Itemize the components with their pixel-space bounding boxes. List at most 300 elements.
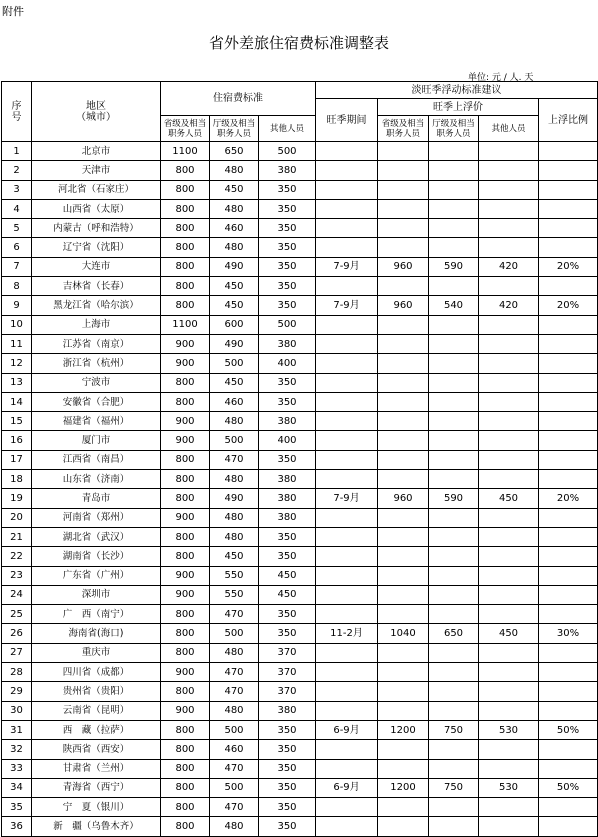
peak-period-cell	[316, 354, 378, 373]
department-cell: 480	[210, 701, 259, 720]
peak-others-cell	[479, 508, 539, 527]
provincial-cell: 1100	[161, 315, 210, 334]
peak-department-cell	[429, 315, 479, 334]
seq-cell: 2	[2, 161, 32, 180]
peak-period-cell	[316, 759, 378, 778]
seq-cell: 6	[2, 238, 32, 257]
seq-cell: 27	[2, 643, 32, 662]
table-row	[2, 161, 598, 180]
peak-department-cell	[429, 527, 479, 546]
peak-provincial-cell: 1200	[378, 720, 429, 739]
peak-department-cell	[429, 740, 479, 759]
provincial-cell: 800	[161, 238, 210, 257]
peak-others-cell	[479, 450, 539, 469]
region-cell: 河南省（郑州）	[32, 508, 161, 527]
peak-others-cell	[479, 219, 539, 238]
up-ratio-cell: 20%	[539, 296, 598, 315]
region-cell: 厦门市	[32, 431, 161, 450]
provincial-cell: 800	[161, 296, 210, 315]
others-cell: 350	[259, 238, 316, 257]
provincial-cell: 900	[161, 412, 210, 431]
seq-cell: 17	[2, 450, 32, 469]
peak-period-cell	[316, 740, 378, 759]
others-cell: 370	[259, 682, 316, 701]
peak-provincial-cell: 1040	[378, 624, 429, 643]
department-cell: 470	[210, 759, 259, 778]
up-ratio-cell	[539, 161, 598, 180]
others-cell: 350	[259, 296, 316, 315]
up-ratio-cell	[539, 219, 598, 238]
peak-department-cell	[429, 277, 479, 296]
seq-cell: 13	[2, 373, 32, 392]
peak-provincial-cell	[378, 142, 429, 161]
provincial-cell: 800	[161, 624, 210, 643]
peak-provincial-cell	[378, 798, 429, 817]
table-row	[2, 798, 598, 817]
seq-cell: 7	[2, 257, 32, 276]
provincial-cell: 900	[161, 508, 210, 527]
provincial-cell: 800	[161, 161, 210, 180]
department-cell: 500	[210, 431, 259, 450]
header-peak-provincial: 省级及相当职务人员	[378, 116, 429, 142]
peak-department-cell: 540	[429, 296, 479, 315]
region-cell: 江苏省（南京）	[32, 334, 161, 353]
region-cell: 宁波市	[32, 373, 161, 392]
table-row	[2, 643, 598, 662]
others-cell: 350	[259, 798, 316, 817]
region-cell: 广东省（广州）	[32, 566, 161, 585]
region-cell: 北京市	[32, 142, 161, 161]
header-peak-up-price: 旺季上浮价	[378, 99, 539, 116]
others-cell: 350	[259, 373, 316, 392]
provincial-cell: 800	[161, 199, 210, 218]
department-cell: 460	[210, 219, 259, 238]
department-cell: 500	[210, 720, 259, 739]
table-row	[2, 508, 598, 527]
peak-department-cell	[429, 142, 479, 161]
table-row	[2, 315, 598, 334]
peak-period-cell	[316, 701, 378, 720]
peak-department-cell: 590	[429, 489, 479, 508]
peak-others-cell	[479, 142, 539, 161]
department-cell: 480	[210, 508, 259, 527]
others-cell: 350	[259, 219, 316, 238]
provincial-cell: 800	[161, 527, 210, 546]
peak-provincial-cell	[378, 315, 429, 334]
peak-others-cell	[479, 354, 539, 373]
peak-others-cell	[479, 161, 539, 180]
up-ratio-cell	[539, 798, 598, 817]
attachment-label: 附件	[2, 5, 24, 18]
peak-provincial-cell	[378, 431, 429, 450]
peak-department-cell	[429, 508, 479, 527]
table-row	[2, 257, 598, 276]
others-cell: 370	[259, 643, 316, 662]
table-row	[2, 759, 598, 778]
department-cell: 550	[210, 566, 259, 585]
table-row	[2, 354, 598, 373]
provincial-cell: 900	[161, 663, 210, 682]
region-cell: 福建省（福州）	[32, 412, 161, 431]
peak-department-cell: 590	[429, 257, 479, 276]
region-cell: 内蒙古（呼和浩特）	[32, 219, 161, 238]
region-cell: 湖南省（长沙）	[32, 547, 161, 566]
department-cell: 480	[210, 238, 259, 257]
region-cell: 西 藏（拉萨）	[32, 720, 161, 739]
seq-cell: 21	[2, 527, 32, 546]
seq-cell: 9	[2, 296, 32, 315]
peak-others-cell	[479, 682, 539, 701]
provincial-cell: 800	[161, 219, 210, 238]
region-cell: 河北省（石家庄）	[32, 180, 161, 199]
seq-cell: 18	[2, 470, 32, 489]
up-ratio-cell	[539, 701, 598, 720]
peak-department-cell	[429, 373, 479, 392]
peak-provincial-cell	[378, 412, 429, 431]
peak-provincial-cell	[378, 682, 429, 701]
others-cell: 500	[259, 142, 316, 161]
department-cell: 600	[210, 315, 259, 334]
others-cell: 380	[259, 161, 316, 180]
others-cell: 370	[259, 663, 316, 682]
header-up-ratio: 上浮比例	[539, 99, 598, 142]
peak-provincial-cell	[378, 566, 429, 585]
peak-provincial-cell	[378, 373, 429, 392]
peak-others-cell: 530	[479, 778, 539, 797]
table-row	[2, 605, 598, 624]
peak-period-cell	[316, 508, 378, 527]
peak-provincial-cell	[378, 508, 429, 527]
peak-department-cell	[429, 470, 479, 489]
region-cell: 宁 夏（银川）	[32, 798, 161, 817]
peak-department-cell	[429, 354, 479, 373]
peak-others-cell	[479, 585, 539, 604]
header-seasonal: 淡旺季浮动标准建议	[316, 82, 598, 99]
seq-cell: 1	[2, 142, 32, 161]
peak-department-cell	[429, 161, 479, 180]
others-cell: 350	[259, 450, 316, 469]
others-cell: 500	[259, 315, 316, 334]
peak-others-cell	[479, 566, 539, 585]
region-cell: 四川省（成都）	[32, 663, 161, 682]
peak-period-cell: 7-9月	[316, 257, 378, 276]
peak-period-cell: 6-9月	[316, 778, 378, 797]
seq-cell: 15	[2, 412, 32, 431]
up-ratio-cell	[539, 199, 598, 218]
peak-others-cell	[479, 701, 539, 720]
provincial-cell: 1100	[161, 142, 210, 161]
peak-department-cell	[429, 199, 479, 218]
provincial-cell: 800	[161, 740, 210, 759]
up-ratio-cell	[539, 470, 598, 489]
others-cell: 380	[259, 412, 316, 431]
others-cell: 380	[259, 334, 316, 353]
peak-others-cell	[479, 392, 539, 411]
peak-period-cell: 6-9月	[316, 720, 378, 739]
department-cell: 480	[210, 470, 259, 489]
department-cell: 480	[210, 412, 259, 431]
peak-others-cell	[479, 605, 539, 624]
seq-cell: 24	[2, 585, 32, 604]
up-ratio-cell	[539, 740, 598, 759]
seq-cell: 28	[2, 663, 32, 682]
peak-period-cell	[316, 527, 378, 546]
peak-period-cell	[316, 142, 378, 161]
peak-provincial-cell: 1200	[378, 778, 429, 797]
peak-period-cell	[316, 605, 378, 624]
peak-period-cell	[316, 238, 378, 257]
table-row	[2, 778, 598, 797]
header-peak-department: 厅级及相当职务人员	[429, 116, 479, 142]
peak-others-cell	[479, 373, 539, 392]
seq-cell: 33	[2, 759, 32, 778]
up-ratio-cell	[539, 431, 598, 450]
table-row	[2, 817, 598, 836]
provincial-cell: 800	[161, 778, 210, 797]
up-ratio-cell	[539, 392, 598, 411]
region-cell: 海南省(海口)	[32, 624, 161, 643]
peak-department-cell	[429, 219, 479, 238]
region-cell: 贵州省（贵阳）	[32, 682, 161, 701]
peak-provincial-cell	[378, 277, 429, 296]
peak-department-cell	[429, 682, 479, 701]
provincial-cell: 900	[161, 354, 210, 373]
peak-provincial-cell	[378, 663, 429, 682]
up-ratio-cell	[539, 547, 598, 566]
table-row	[2, 238, 598, 257]
up-ratio-cell: 50%	[539, 720, 598, 739]
peak-period-cell	[316, 431, 378, 450]
department-cell: 500	[210, 624, 259, 643]
department-cell: 650	[210, 142, 259, 161]
provincial-cell: 900	[161, 334, 210, 353]
provincial-cell: 800	[161, 277, 210, 296]
others-cell: 350	[259, 257, 316, 276]
peak-others-cell	[479, 663, 539, 682]
table-row	[2, 701, 598, 720]
others-cell: 380	[259, 508, 316, 527]
others-cell: 350	[259, 778, 316, 797]
peak-period-cell	[316, 219, 378, 238]
peak-others-cell: 450	[479, 624, 539, 643]
peak-provincial-cell	[378, 238, 429, 257]
peak-others-cell	[479, 199, 539, 218]
peak-period-cell	[316, 334, 378, 353]
seq-cell: 20	[2, 508, 32, 527]
peak-period-cell	[316, 373, 378, 392]
up-ratio-cell	[539, 180, 598, 199]
table-row	[2, 277, 598, 296]
department-cell: 460	[210, 740, 259, 759]
seq-cell: 10	[2, 315, 32, 334]
peak-period-cell	[316, 412, 378, 431]
table-row	[2, 740, 598, 759]
peak-others-cell	[479, 180, 539, 199]
peak-period-cell	[316, 643, 378, 662]
peak-provincial-cell: 960	[378, 257, 429, 276]
department-cell: 490	[210, 489, 259, 508]
peak-provincial-cell	[378, 180, 429, 199]
provincial-cell: 800	[161, 720, 210, 739]
peak-department-cell	[429, 431, 479, 450]
seq-cell: 19	[2, 489, 32, 508]
peak-period-cell: 7-9月	[316, 296, 378, 315]
up-ratio-cell	[539, 643, 598, 662]
peak-provincial-cell	[378, 817, 429, 836]
region-cell: 吉林省（长春）	[32, 277, 161, 296]
peak-provincial-cell	[378, 701, 429, 720]
table-row	[2, 219, 598, 238]
header-others: 其他人员	[259, 116, 316, 142]
table-row	[2, 392, 598, 411]
table-row	[2, 585, 598, 604]
others-cell: 400	[259, 431, 316, 450]
page-title: 省外差旅住宿费标准调整表	[208, 34, 389, 52]
peak-department-cell: 650	[429, 624, 479, 643]
peak-provincial-cell	[378, 740, 429, 759]
region-cell: 山东省（济南）	[32, 470, 161, 489]
peak-period-cell: 7-9月	[316, 489, 378, 508]
peak-period-cell	[316, 199, 378, 218]
peak-others-cell	[479, 643, 539, 662]
region-cell: 深圳市	[32, 585, 161, 604]
region-cell: 辽宁省（沈阳）	[32, 238, 161, 257]
peak-provincial-cell	[378, 605, 429, 624]
up-ratio-cell	[539, 277, 598, 296]
table-row	[2, 296, 598, 315]
peak-others-cell	[479, 334, 539, 353]
table-row	[2, 720, 598, 739]
table-body	[2, 142, 598, 837]
peak-department-cell	[429, 412, 479, 431]
region-cell: 江西省（南昌）	[32, 450, 161, 469]
peak-provincial-cell	[378, 547, 429, 566]
header-peak-others: 其他人员	[479, 116, 539, 142]
peak-department-cell	[429, 334, 479, 353]
department-cell: 480	[210, 817, 259, 836]
others-cell: 380	[259, 489, 316, 508]
seq-cell: 8	[2, 277, 32, 296]
provincial-cell: 800	[161, 547, 210, 566]
department-cell: 450	[210, 296, 259, 315]
peak-provincial-cell	[378, 161, 429, 180]
seq-cell: 23	[2, 566, 32, 585]
provincial-cell: 900	[161, 431, 210, 450]
seq-cell: 36	[2, 817, 32, 836]
up-ratio-cell	[539, 373, 598, 392]
department-cell: 450	[210, 547, 259, 566]
provincial-cell: 800	[161, 759, 210, 778]
peak-department-cell	[429, 450, 479, 469]
provincial-cell: 800	[161, 489, 210, 508]
up-ratio-cell	[539, 566, 598, 585]
peak-period-cell	[316, 470, 378, 489]
department-cell: 480	[210, 527, 259, 546]
table-row	[2, 566, 598, 585]
department-cell: 470	[210, 682, 259, 701]
peak-department-cell: 750	[429, 778, 479, 797]
table-row	[2, 624, 598, 643]
peak-provincial-cell	[378, 470, 429, 489]
peak-department-cell	[429, 663, 479, 682]
up-ratio-cell: 50%	[539, 778, 598, 797]
others-cell: 400	[259, 354, 316, 373]
peak-department-cell	[429, 817, 479, 836]
seq-cell: 22	[2, 547, 32, 566]
peak-period-cell	[316, 817, 378, 836]
up-ratio-cell	[539, 238, 598, 257]
up-ratio-cell: 30%	[539, 624, 598, 643]
region-cell: 青海省（西宁）	[32, 778, 161, 797]
provincial-cell: 800	[161, 373, 210, 392]
unit-note: 单位: 元 / 人. 天	[468, 73, 534, 83]
table-row	[2, 450, 598, 469]
department-cell: 480	[210, 161, 259, 180]
seq-cell: 31	[2, 720, 32, 739]
provincial-cell: 800	[161, 257, 210, 276]
peak-others-cell	[479, 277, 539, 296]
department-cell: 500	[210, 354, 259, 373]
department-cell: 450	[210, 180, 259, 199]
peak-others-cell	[479, 817, 539, 836]
region-cell: 重庆市	[32, 643, 161, 662]
region-cell: 山西省（太原）	[32, 199, 161, 218]
provincial-cell: 800	[161, 605, 210, 624]
peak-provincial-cell	[378, 392, 429, 411]
provincial-cell: 800	[161, 450, 210, 469]
seq-cell: 11	[2, 334, 32, 353]
department-cell: 480	[210, 643, 259, 662]
up-ratio-cell	[539, 508, 598, 527]
table-row	[2, 527, 598, 546]
peak-period-cell	[316, 566, 378, 585]
department-cell: 490	[210, 257, 259, 276]
provincial-cell: 800	[161, 817, 210, 836]
table-row	[2, 373, 598, 392]
region-cell: 浙江省（杭州）	[32, 354, 161, 373]
table-row	[2, 199, 598, 218]
up-ratio-cell	[539, 663, 598, 682]
table-row	[2, 334, 598, 353]
peak-department-cell	[429, 759, 479, 778]
peak-period-cell	[316, 277, 378, 296]
seq-cell: 12	[2, 354, 32, 373]
up-ratio-cell	[539, 354, 598, 373]
up-ratio-cell	[539, 142, 598, 161]
region-cell: 湖北省（武汉）	[32, 527, 161, 546]
peak-others-cell	[479, 470, 539, 489]
others-cell: 350	[259, 624, 316, 643]
others-cell: 380	[259, 470, 316, 489]
department-cell: 460	[210, 392, 259, 411]
others-cell: 350	[259, 199, 316, 218]
provincial-cell: 800	[161, 392, 210, 411]
peak-provincial-cell: 960	[378, 489, 429, 508]
seq-cell: 29	[2, 682, 32, 701]
peak-others-cell	[479, 740, 539, 759]
up-ratio-cell	[539, 759, 598, 778]
up-ratio-cell: 20%	[539, 489, 598, 508]
peak-period-cell	[316, 450, 378, 469]
peak-department-cell	[429, 585, 479, 604]
seq-cell: 16	[2, 431, 32, 450]
peak-others-cell	[479, 527, 539, 546]
peak-period-cell	[316, 682, 378, 701]
lodging-standard-table	[1, 81, 598, 837]
peak-period-cell: 11-2月	[316, 624, 378, 643]
peak-others-cell	[479, 798, 539, 817]
region-cell: 云南省（昆明）	[32, 701, 161, 720]
